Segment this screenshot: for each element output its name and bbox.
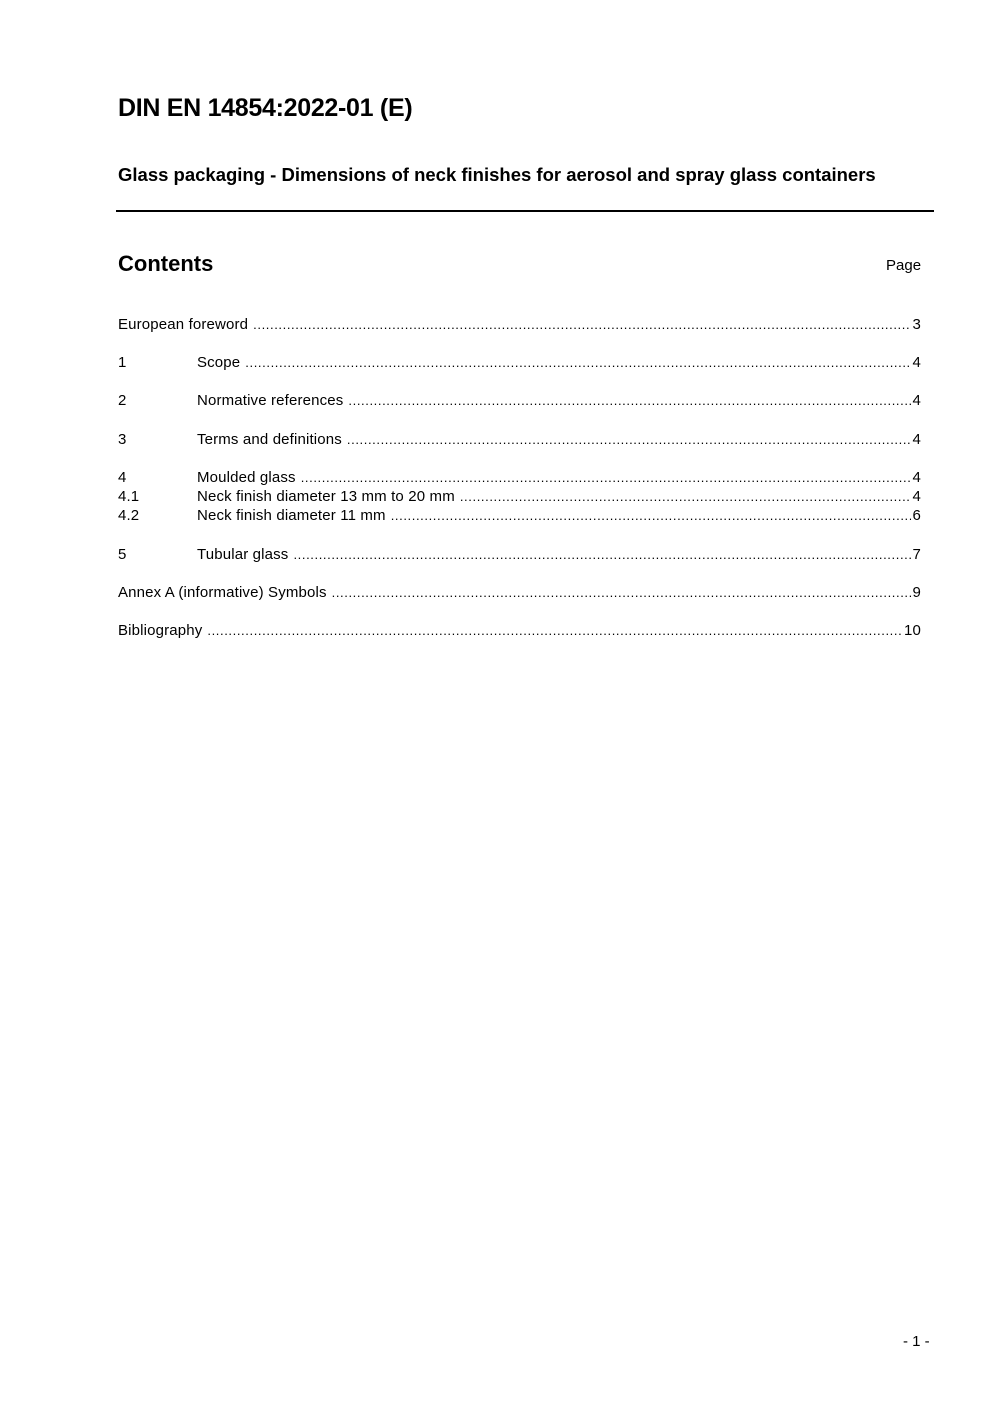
toc-entry-number: 4.2 <box>118 507 140 524</box>
toc-entry-title: Annex A (informative) Symbols <box>118 584 327 601</box>
toc-entry-number: 4.1 <box>118 488 140 505</box>
title-divider <box>116 210 934 212</box>
contents-heading: Contents <box>118 251 214 276</box>
toc-entry-bibliography[interactable] <box>118 621 921 641</box>
toc-entry-tubular-glass[interactable] <box>118 545 921 565</box>
toc-entry-neck-finish-13-20[interactable] <box>118 487 921 507</box>
toc-dot-leader <box>460 487 911 507</box>
toc-entry-page: 10 <box>904 622 921 639</box>
toc-dot-leader <box>207 621 902 641</box>
toc-entry-title: Normative references <box>197 392 344 409</box>
toc-entry-moulded-glass[interactable] <box>118 468 921 488</box>
toc-entry-title: Moulded glass <box>197 469 296 486</box>
toc-entry-scope[interactable] <box>118 353 921 373</box>
toc-entry-page: 4 <box>912 392 921 409</box>
toc-entry-page: 4 <box>912 354 921 371</box>
toc-entry-title: Scope <box>197 354 241 371</box>
page-number: - 1 - <box>903 1333 930 1350</box>
toc-entry-number: 5 <box>118 546 127 563</box>
document-title: DIN EN 14854:2022-01 (E) <box>118 94 413 122</box>
toc-entry-title: Terms and definitions <box>197 431 342 448</box>
toc-entry-page: 9 <box>912 584 921 601</box>
toc-entry-normative-references[interactable] <box>118 391 921 411</box>
toc-entry-page: 6 <box>912 507 921 524</box>
toc-entry-number: 4 <box>118 469 127 486</box>
document-subtitle: Glass packaging - Dimensions of neck finishes for aerosol and spray glass containers <box>118 164 876 185</box>
toc-dot-leader <box>253 315 910 335</box>
toc-entry-european-foreword[interactable] <box>118 315 921 335</box>
toc-dot-leader <box>332 583 911 603</box>
toc-dot-leader <box>347 430 911 450</box>
toc-entry-number: 1 <box>118 354 127 371</box>
toc-entry-number: 2 <box>118 392 127 409</box>
toc-entry-number: 3 <box>118 431 127 448</box>
toc-entry-page: 7 <box>912 546 921 563</box>
toc-dot-leader <box>301 468 911 488</box>
toc-entry-page: 3 <box>912 316 921 333</box>
toc-entry-page: 4 <box>912 431 921 448</box>
toc-entry-annex-a[interactable] <box>118 583 921 603</box>
page-column-heading: Page <box>886 257 922 274</box>
toc-dot-leader <box>348 391 910 411</box>
toc-entry-title: Tubular glass <box>197 546 289 563</box>
toc-entry-title: Neck finish diameter 11 mm <box>197 507 386 524</box>
toc-entry-title: Neck finish diameter 13 mm to 20 mm <box>197 488 455 505</box>
toc-dot-leader <box>245 353 910 373</box>
toc-dot-leader <box>293 545 910 565</box>
toc-entry-title: Bibliography <box>118 622 203 639</box>
toc-entry-title: European foreword <box>118 316 249 333</box>
toc-dot-leader <box>391 506 911 526</box>
toc-entry-page: 4 <box>912 488 921 505</box>
toc-entry-page: 4 <box>912 469 921 486</box>
toc-entry-terms-and-definitions[interactable] <box>118 430 921 450</box>
toc-entry-neck-finish-11[interactable] <box>118 506 921 526</box>
